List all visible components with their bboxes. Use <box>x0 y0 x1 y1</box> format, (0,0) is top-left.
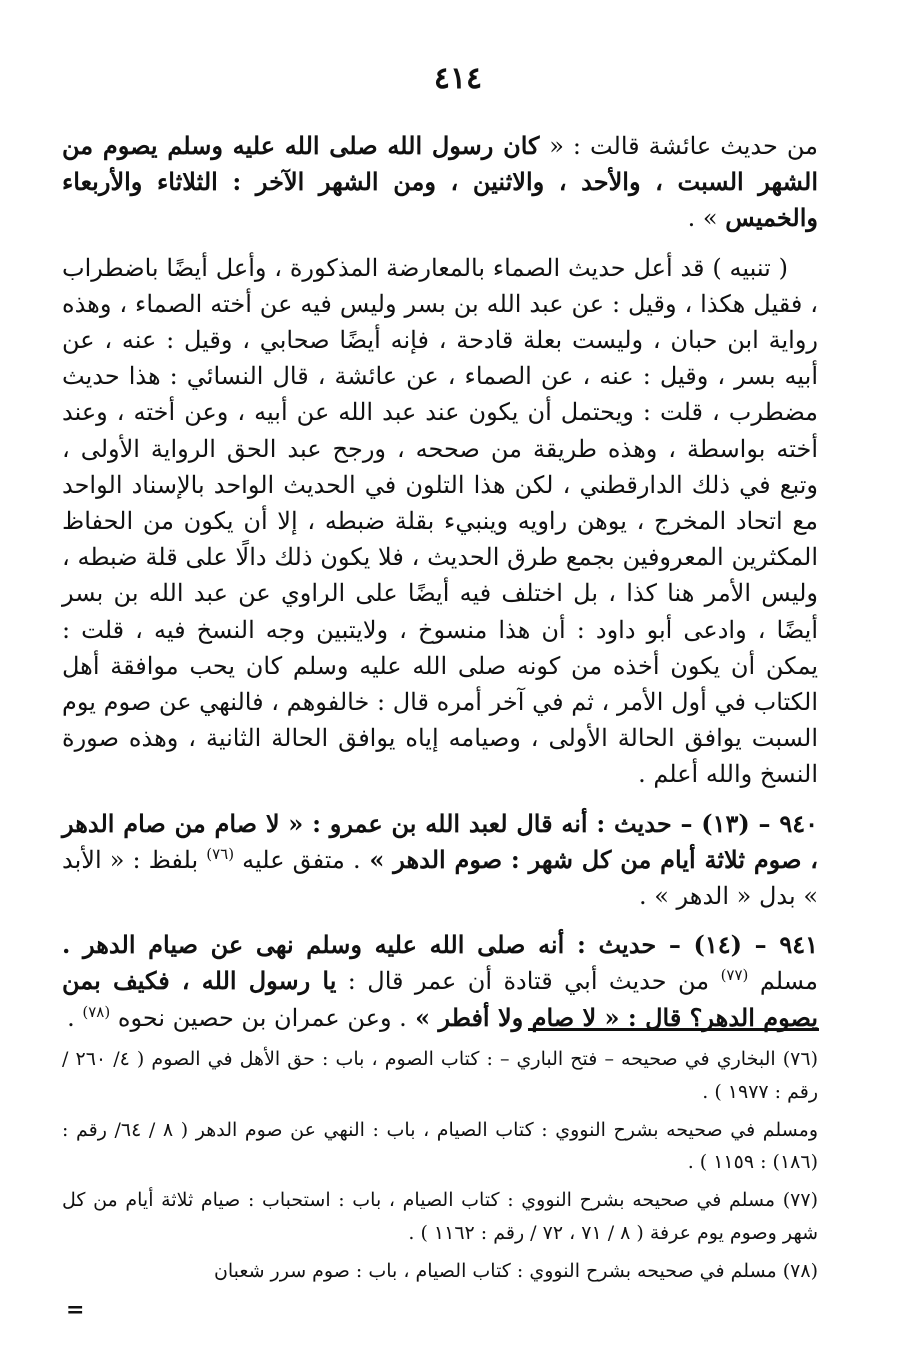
hadith-940 <box>62 806 818 915</box>
hadith-941-heading: ٩٤١ – (١٤) – حديث : أنه صلى الله عليه وسلم نهى عن صيام الدهر . <box>62 930 818 960</box>
note-paragraph: ( تنبيه ) قد أعل حديث الصماء بالمعارضة المذكورة ، وأعل أيضًا باضطراب ، فقيل هكذا ، وقيل : عن عبد الله بن بسر وليس فيه عن أخته الصماء ، وهذه رواية ابن حبان ، وليست بعلة قادحة ، فإنه أيضًا صحابي ، وقيل : عنه ، عن أبيه بسر ، وقيل : عنه ، عن الصماء ، عن عائشة ، قال النسائي : هذا حديث مضطرب ، قلت : ويحتمل أن يكون عند عبد الله عن أبيه ، وعن أخته ، وعند أخته بواسطة ، وهذه طريقة من صححه ، ورجح عبد الحق الرواية الأولى ، وتبع في ذلك الدارقطني ، لكن هذا التلون في الحديث الواحد بالإسناد الواحد مع اتحاد المخرج ، يوهن راويه وينبيء بقلة ضبطه ، إلا أن يكون من الحفاظ المكثرين المعروفين بجمع طرق الحديث ، فلا يكون ذلك دالًا على قلة ضبطه ، وليس الأمر هنا كذا ، بل اختلف فيه أيضًا على الراوي عن عبد الله بن بسر أيضًا ، وادعى أبو داود : أن هذا منسوخ ، ولايتبين وجه النسخ فيه ، قلت : يمكن أن يكون أخذه من كونه صلى الله عليه وسلم كان يحب موافقة أهل الكتاب في أول الأمر ، ثم في آخر أمره قال : خالفوهم ، فالنهي عن صوم يوم السبت يوافق الحالة الأولى ، وصيامه إياه يوافق الحالة الثانية ، وهذه صورة النسخ والله أعلم . <box>62 253 819 789</box>
footnotes <box>62 1043 818 1288</box>
page-number: ٤١٤ <box>433 61 483 96</box>
footnote-78: (٧٨) مسلم في صحيحه بشرح النووي : كتاب الصيام ، باب : صوم سرر شعبان <box>213 1259 818 1282</box>
intro-tail: » . <box>687 204 726 233</box>
intro-paragraph <box>62 128 818 237</box>
footnote-ref-76[interactable]: (٧٦) <box>206 844 235 863</box>
hadith-940-wording: بلفظ : « الأبد » بدل « الدهر » . <box>62 845 818 911</box>
intro-hadith-text: كان رسول الله صلى الله عليه وسلم يصوم من الشهر السبت ، والأحد ، والاثنين ، ومن الشهر الآخر : الثلاثاء والأربعاء والخميس <box>62 131 818 233</box>
hadith-941-chain: من حديث أبي قتادة أن عمر قال : <box>336 967 721 996</box>
footnote-77: (٧٧) مسلم في صحيحه بشرح النووي : كتاب الصيام ، باب : استحباب : صيام ثلاثة أيام من كل شهر وصوم يوم عرفة ( ٨ / ٧١ ، ٧٢ / رقم : ١١٦٢ ) . <box>62 1189 818 1244</box>
hadith-941-end: . <box>67 1003 83 1032</box>
footnote-76: (٧٦) البخاري في صحيحه – فتح الباري – : كتاب الصوم ، باب : حق الأهل في الصوم ( ٤/ ٢٦٠ / رقم : ١٩٧٧ ) . <box>62 1048 818 1103</box>
continuation-mark: = <box>66 1297 85 1323</box>
intro-lead: من حديث عائشة قالت : « <box>549 132 818 160</box>
footnote-ref-78[interactable]: (٧٨) <box>82 1002 111 1021</box>
hadith-941 <box>62 927 818 1036</box>
main-text <box>62 128 818 1036</box>
hadith-940-source: . متفق عليه <box>234 845 361 874</box>
hadith-941-other: . وعن عمران بن حصين نحوه <box>110 1003 407 1032</box>
footnote-76-continued: ومسلم في صحيحه بشرح النووي : كتاب الصيام ، باب : النهي عن صوم الدهر ( ٨ / ٦٤/ رقم : (١٨٦) : ١١٥٩ ) . <box>62 1118 818 1174</box>
hadith-940-heading: ٩٤٠ – (١٣) – حديث : أنه قال لعبد الله بن عمرو : « لا صام من صام الدهر ، صوم ثلاثة أيام من كل شهر : صوم الدهر » <box>62 808 818 874</box>
hadith-941-quote: يا رسول الله ، فكيف بمن يصوم الدهر؟ قال : « لا صام ولا أفطر » <box>62 966 818 1032</box>
footnote-ref-77[interactable]: (٧٧) <box>720 966 749 985</box>
footnote-separator <box>528 1028 819 1031</box>
hadith-941-source: مسلم <box>748 967 818 996</box>
